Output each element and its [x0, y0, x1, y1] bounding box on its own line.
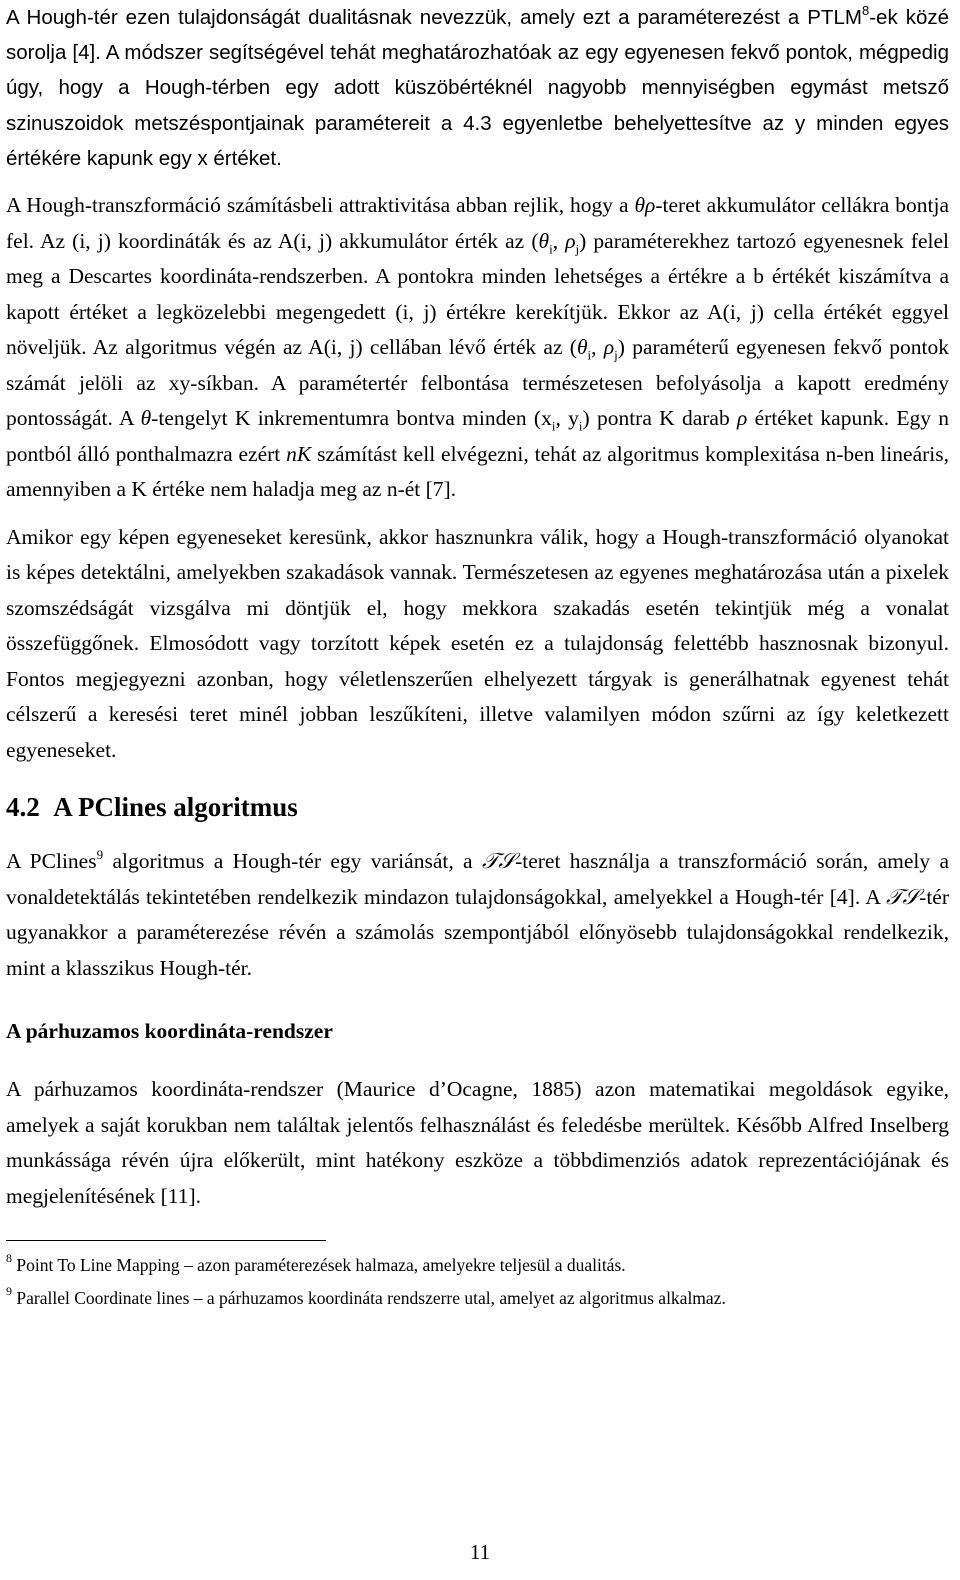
p2-text: , [591, 335, 604, 360]
p2-text: -teret akkumulátor cellákra bontja fel. Az (i, j) koordináták és az A(i, j) akkumulátor érték az ( [6, 193, 949, 253]
subscript: i [551, 418, 556, 434]
p2-text: A Hough-transzformáció számításbeli attraktivitása abban rejlik, hogy a [6, 193, 635, 218]
page-number: 11 [469, 1540, 491, 1564]
document-page [6, 0, 949, 1310]
footnote-number: 8 [6, 1251, 12, 1266]
p4-text: -teret használja a transzformáció során, amely a vonaldetektálás tekintetében rendelkezik mindazon tulajdonságokkal, amelyekkel a Hough-tér [4]. A [6, 849, 949, 909]
p4-text: A PClines [6, 849, 97, 874]
section-number: 4.2 [6, 792, 40, 823]
p2-text: értéket kapunk. Egy n pontból álló ponthalmazra ezért [6, 406, 950, 466]
math-ts: 𝒯𝒮 [481, 849, 516, 874]
subscript: j [575, 240, 580, 256]
subscript: i [549, 240, 553, 256]
p2-text: ) paraméterű egyenesen fekvő pontok számát jelöli az xy-síkban. A paramétertér felbontása természetesen befolyásolja a kapott eredmény pontosságát. A [6, 335, 950, 431]
math-rho: ρ [565, 228, 576, 253]
p2-text: -tengelyt K inkrementumra bontva minden (x [151, 406, 552, 431]
p2-text: számítást kell elvégezni, tehát az algoritmus komplexitása n-ben lineáris, amennyiben a K értéke nem haladja meg az n-ét [7]. [6, 441, 949, 502]
math-rho: ρ [737, 406, 748, 431]
math-rho: ρ [603, 335, 615, 360]
footnote-8 [6, 1253, 949, 1277]
p1-text-b: -ek közé sorolja [4]. A módszer segítségével tehát meghatározhatóak az egy egyenesen fekvő pontok, mégpedig úgy, hogy a Hough-térben egy adott küszöbértéknél nagyobb mennyiségben egymást metsző szinuszoidok metszéspontjainak paramétereit a 4.3 egyenletbe behelyettesítve az y minden egyes értékére kapunk egy x értéket. [6, 6, 949, 170]
p4-text: algoritmus a Hough-tér egy variánsát, a [103, 849, 482, 874]
paragraph-gaps: Amikor egy képen egyeneseket keresünk, akkor hasznunkra válik, hogy a Hough-transzformáció olyanokat is képes detektálni, amelyekben szakadások vannak. Természetesen az egyenes meghatározása után a pixelek szomszédságát vizsgálva mi döntjük el, hogy mekkora szakadás esetén tekintjük még a vonalat összefüggőnek. Elmosódott vagy torzított képek esetén ez a tulajdonság felettébb hasznosnak bizonyul. Fontos megjegyezni azonban, hogy véletlenszerűen elhelyezett tárgyak is generálhatnak egyenest tehát célszerű a keresési teret minél jobban leszűkíteni, illetve valamilyen módon szűrni az így keletkezett egyeneseket. [6, 524, 949, 762]
p1-text-a: A Hough-tér ezen tulajdonságát dualitásnak nevezzük, amely ezt a paraméterezést a PTLM [6, 6, 862, 29]
math-ts: 𝒯𝒮 [886, 884, 920, 909]
subscript: i [587, 347, 592, 363]
footnote-ref-8[interactable]: 8 [861, 3, 870, 19]
footnote-number: 9 [6, 1284, 12, 1299]
paragraph-hough-duality [6, 0, 949, 176]
p2-text: , [552, 228, 566, 253]
footnote-text: Parallel Coordinate lines – a párhuzamos koordináta rendszerre utal, amelyet az algoritmus alkalmaz. [12, 1288, 726, 1309]
paragraph-parallel-coords: A párhuzamos koordináta-rendszer (Maurice d’Ocagne, 1885) azon matematikai megoldások egyike, amelyek a saját korukban nem találtak jelentős felhasználást és feledésbe merültek. Később Alfred Inselberg munkássága révén újra előkerült, mint hatékony eszköze a többdimenziós adatok reprezentációjának és megjelenítésének [11]. [6, 1077, 949, 1208]
subscript: i [578, 418, 583, 434]
footnote-ref-9[interactable]: 9 [96, 846, 104, 862]
math-theta-rho: θρ [634, 193, 656, 218]
subsection-heading: A párhuzamos koordináta-rendszer [6, 1019, 333, 1044]
math-nk: nK [286, 441, 312, 466]
section-heading [6, 790, 949, 824]
section-title: A PClines algoritmus [53, 792, 298, 823]
paragraph-pclines [6, 844, 949, 986]
math-theta: θ [576, 335, 588, 360]
footnote-text: Point To Line Mapping – azon paraméterezések halmaza, amelyekre teljesül a dualitás. [12, 1255, 626, 1276]
p2-text: , y [555, 406, 579, 431]
p4-text: -tér ugyanakkor a paraméterezése révén a számolás szempontjából előnyösebb tulajdonságokkal rendelkezik, mint a klasszikus Hough-tér. [6, 884, 949, 980]
paragraph-accumulator [6, 188, 949, 508]
math-theta: θ [140, 406, 152, 431]
p2-text: ) paraméterekhez tartozó egyenesnek felel meg a Descartes koordináta-rendszerben. A pontokra minden lehetséges a értékre a b értékét kiszámítva a kapott értéket a legközelebbi megengedett (i, j) értékre kerekítjük. Ekkor az A(i, j) cella értékét eggyel növeljük. Az algoritmus végén az A(i, j) cellában lévő érték az ( [6, 228, 950, 360]
footnote-9 [6, 1286, 949, 1310]
subscript: j [614, 347, 618, 363]
math-theta: θ [538, 228, 550, 253]
p2-text: ) pontra K darab [582, 406, 738, 431]
